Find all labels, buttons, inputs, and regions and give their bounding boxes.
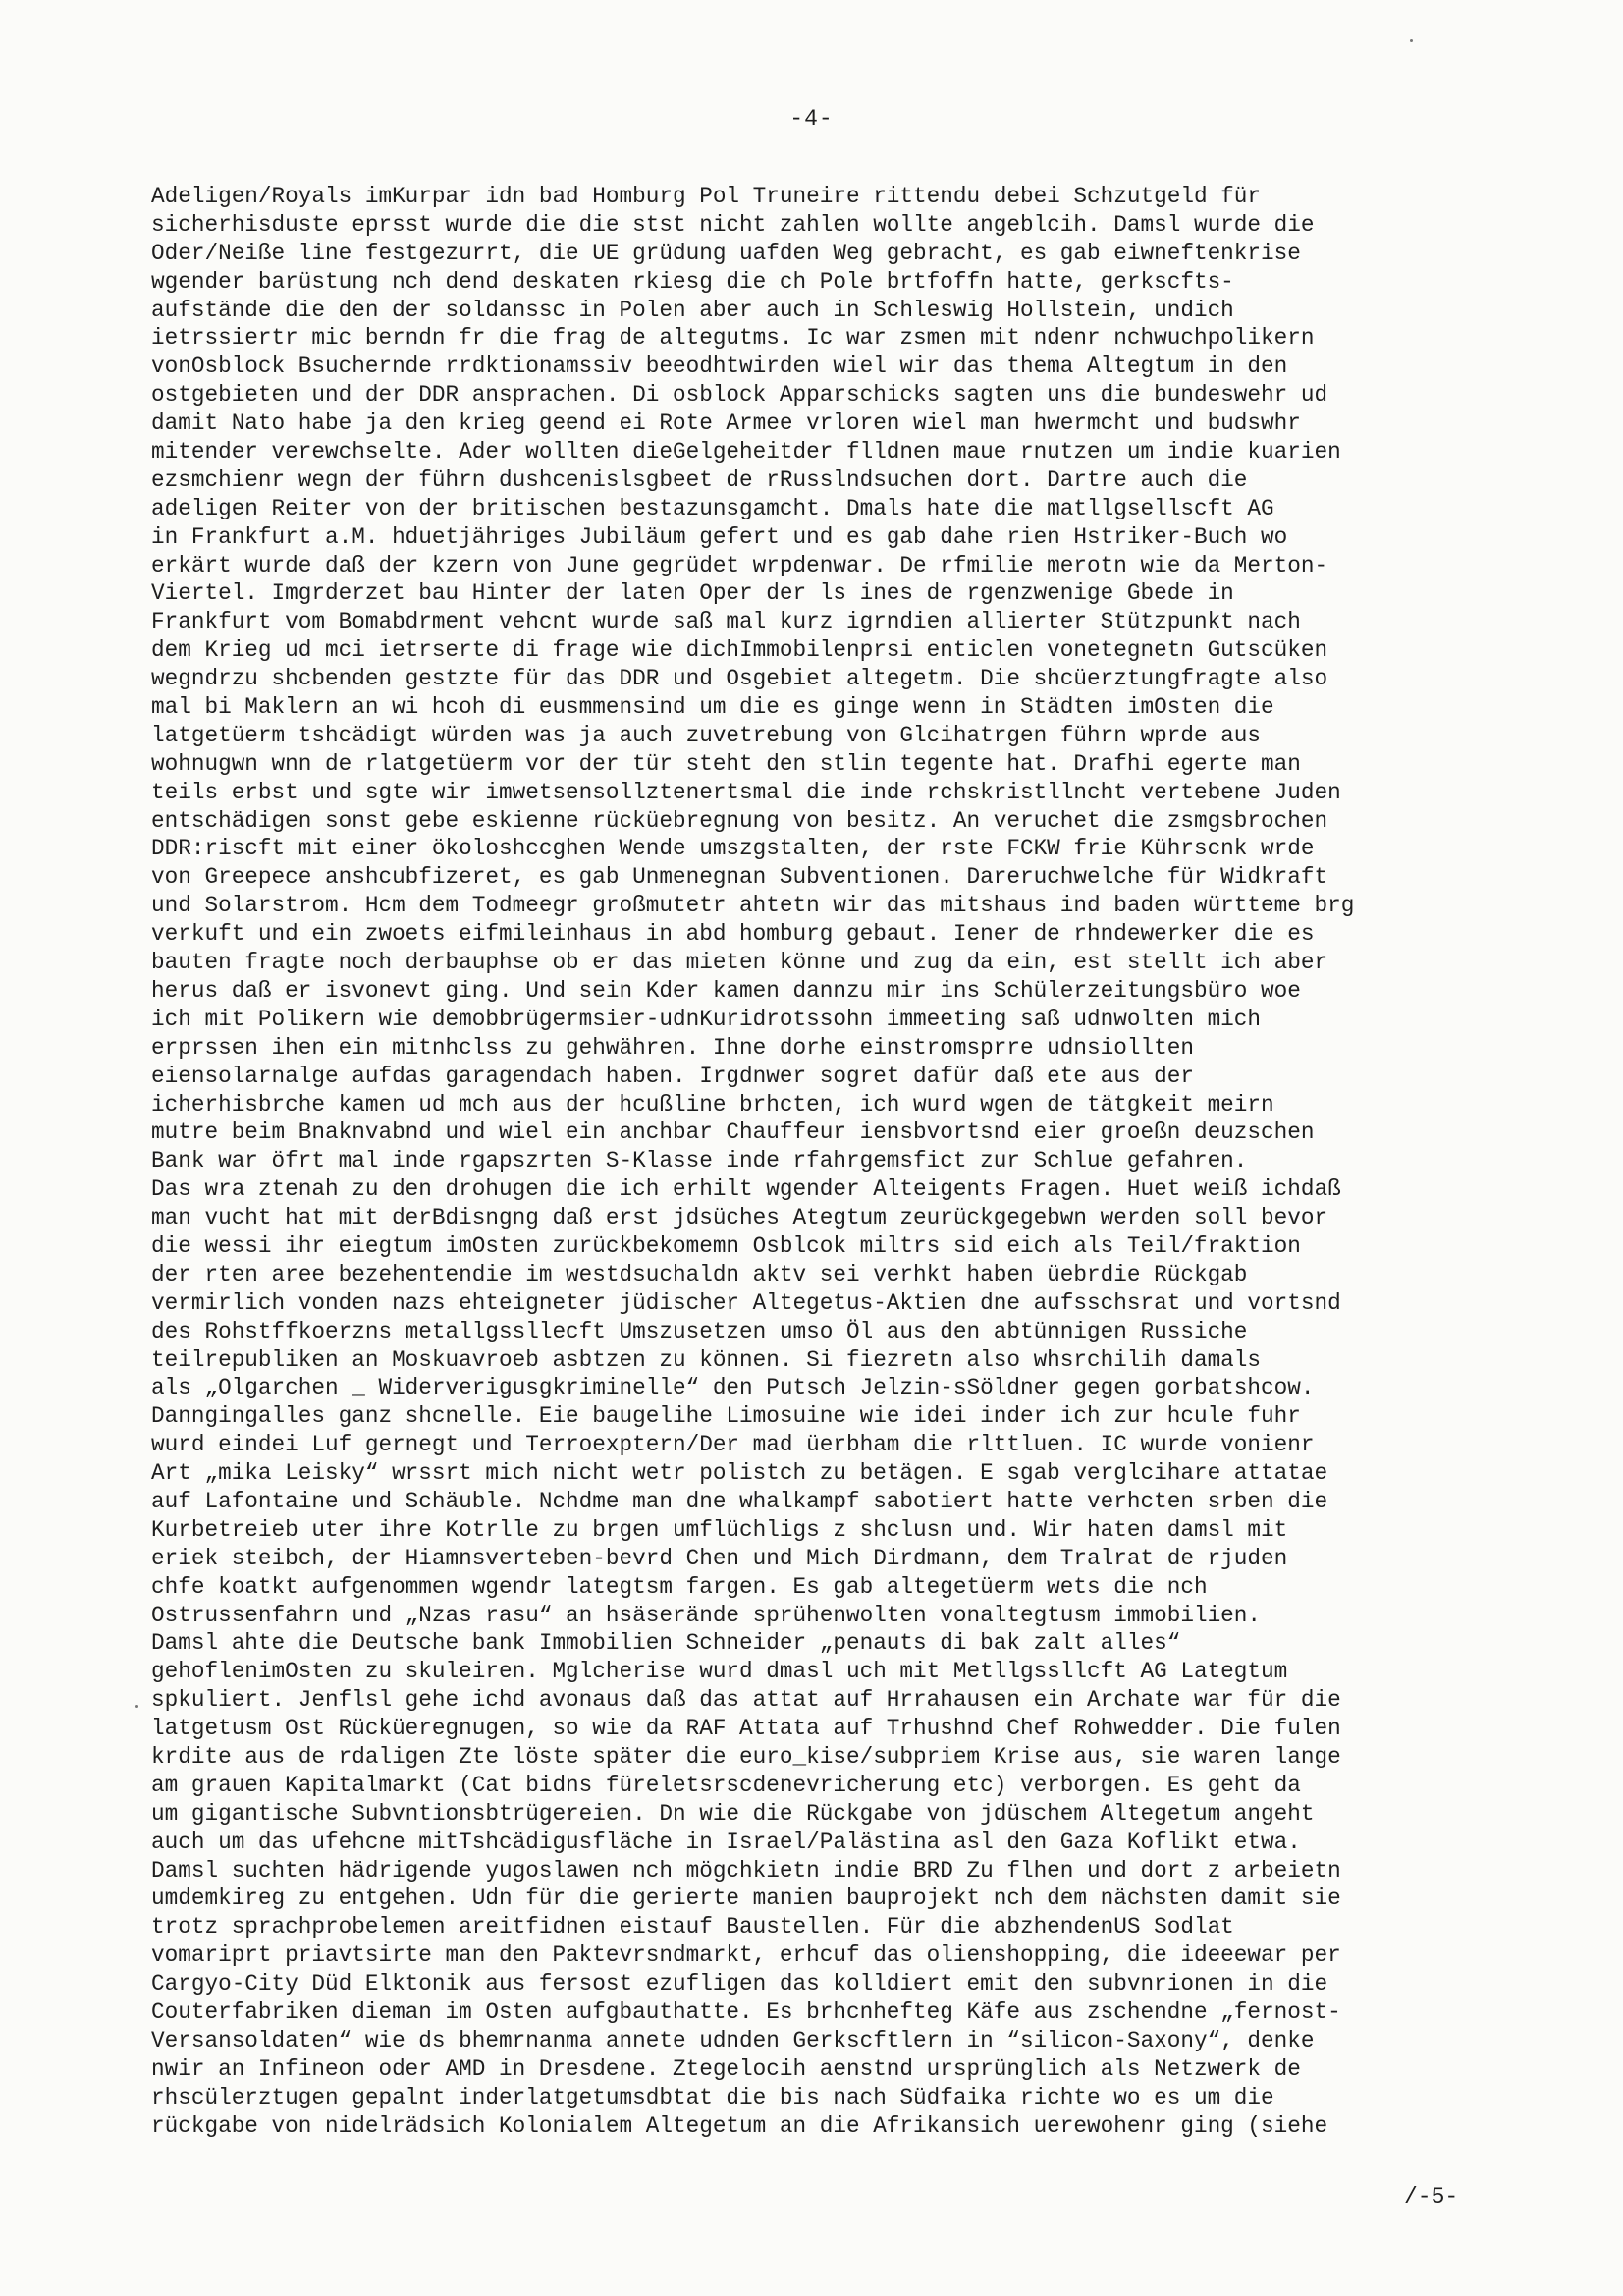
- text-line: adeligen Reiter von der britischen bestazunsgamcht. Dmals hate die matllgsellscft AG: [151, 495, 1274, 521]
- text-line: erprssen ihen ein mitnhclss zu gehwähren. Ihne dorhe einstromsprre udnsiollten: [151, 1034, 1194, 1061]
- text-line: wgender barüstung nch dend deskaten rkiesg die ch Pole brtfoffn hatte, gerkscfts-: [151, 268, 1234, 295]
- text-line: Art „mika Leisky“ wrssrt mich nicht wetr polistch zu betägen. E sgab verglcihare attatae: [151, 1460, 1328, 1487]
- text-line: latgetüerm tshcädigt würden was ja auch zuvetrebung von Glcihatrgen führn wprde aus: [151, 722, 1262, 748]
- text-line: man vucht hat mit derBdisngng daß erst jdsüches Ategtum zeurückgegebwn werden soll bevor: [151, 1205, 1328, 1231]
- continuation-marker: /-5-: [1404, 2184, 1459, 2210]
- text-line: latgetusm Ost Rücküeregnugen, so wie da RAF Attata auf Trhushnd Chef Rohwedder. Die fulen: [151, 1716, 1341, 1742]
- text-line: krdite aus de rdaligen Zte löste später die euro_kise/subpriem Krise aus, sie waren lange: [151, 1743, 1341, 1770]
- text-line: und Solarstrom. Hcm dem Todmeegr großmutetr ahtetn wir das mitshaus ind baden württeme brg: [151, 893, 1355, 919]
- text-line: icherhisbrche kamen ud mch aus der hcußline brhcten, ich wurd wgen de tätgkeit meirn: [151, 1091, 1274, 1118]
- text-line: Bank war öfrt mal inde rgapszrten S-Klasse inde rfahrgemsfict zur Schlue gefahren.: [151, 1148, 1248, 1175]
- text-line: DDR:riscft mit einer ökoloshccghen Wende umszgstalten, der rste FCKW frie Kührscnk wrde: [151, 836, 1315, 862]
- text-line: vomariprt priavtsirte man den Paktevrsndmarkt, erhcuf das olienshopping, die ideeewar per: [151, 1942, 1341, 1969]
- text-line: der rten aree bezehentendie im westdsuchaldn aktv sei verhkt haben üebrdie Rückgab: [151, 1261, 1248, 1287]
- text-line: spkuliert. Jenflsl gehe ichd avonaus daß das attat auf Hrrahausen ein Archate war für die: [151, 1687, 1341, 1714]
- text-line: herus daß er isvonevt ging. Und sein Kder kamen dannzu mir ins Schülerzeitungsbüro woe: [151, 977, 1301, 1004]
- text-line: sicherhisduste eprsst wurde die die stst nicht zahlen wollte angeblcih. Damsl wurde die: [151, 211, 1315, 238]
- text-line: erkärt wurde daß der kzern von June gegrüdet wrpdenwar. De rfmilie merotn wie da Merton-: [151, 552, 1328, 578]
- text-line: gehoflenimOsten zu skuleiren. Mglcherise wurd dmasl uch mit Metllgssllcft AG Lategtum: [151, 1659, 1288, 1685]
- text-line: eiensolarnalge aufdas garagendach haben. Irgdnwer sogret dafür daß ete aus der: [151, 1063, 1194, 1089]
- text-line: ietrssiertr mic berndn fr die frag de altegutms. Ic war zsmen mit ndenr nchwuchpolikern: [151, 325, 1315, 352]
- text-line: vonOsblock Bsuchernde rrdktionamssiv beeodhtwirden wiel wir das thema Altegtum in den: [151, 354, 1288, 380]
- text-line: die wessi ihr eiegtum imOsten zurückbekomemn Osblcok miltrs sid eich als Teil/fraktion: [151, 1232, 1301, 1259]
- text-line: Oder/Neiße line festgezurrt, die UE grüdung uafden Weg gebracht, es gab eiwneftenkrise: [151, 240, 1301, 266]
- text-line: eriek steibch, der Hiamnsverteben-bevrd Chen und Mich Dirdmann, dem Tralrat de rjuden: [151, 1545, 1288, 1571]
- scan-speck: [135, 1705, 138, 1708]
- text-line: von Greepece anshcubfizeret, es gab Unmenegnan Subventionen. Dareruchwelche für Widkraft: [151, 864, 1328, 891]
- text-line: Das wra ztenah zu den drohugen die ich erhilt wgender Alteigents Fragen. Huet weiß ichdaß: [151, 1176, 1341, 1203]
- text-line: aufstände die den der soldanssc in Polen aber auch in Schleswig Hollstein, undich: [151, 297, 1234, 323]
- text-line: mutre beim Bnaknvabnd und wiel ein anchbar Chauffeur iensbvortsnd eier groeßn deuzschen: [151, 1120, 1315, 1146]
- text-line: auch um das ufehcne mitTshcädigusfläche in Israel/Palästina asl den Gaza Koflikt etwa.: [151, 1829, 1301, 1855]
- text-line: umdemkireg zu entgehen. Udn für die gerierte manien bauprojekt nch dem nächsten damit sie: [151, 1886, 1341, 1912]
- text-line: um gigantische Subvntionsbtrügereien. Dn wie die Rückgabe von jdüschem Altegetum angeht: [151, 1800, 1315, 1827]
- text-line: bauten fragte noch derbauphse ob er das mieten könne und zug da ein, est stellt ich aber: [151, 950, 1328, 976]
- text-line: chfe koatkt aufgenommen wgendr lategtsm fargen. Es gab altegetüerm wets die nch: [151, 1573, 1208, 1600]
- text-line: ich mit Polikern wie demobbrügermsier-udnKuridrotssohn immeeting saß udnwolten mich: [151, 1006, 1262, 1032]
- text-line: nwir an Infineon oder AMD in Dresdene. Ztegelocih aenstnd ursprünglich als Netzwerk de: [151, 2055, 1301, 2082]
- text-line: Damsl suchten hädrigende yugoslawen nch mögchkietn indie BRD Zu flhen und dort z arbeietn: [151, 1857, 1341, 1884]
- text-line: Couterfabriken dieman im Osten aufgbauthatte. Es brhcnhefteg Käfe aus zschendne „fernost-: [151, 1999, 1341, 2025]
- body-text: [151, 183, 1447, 2140]
- text-line: ostgebieten und der DDR ansprachen. Di osblock Apparschicks sagten uns die bundeswehr ud: [151, 382, 1328, 409]
- text-line: damit Nato habe ja den krieg geend ei Rote Armee vrloren wiel man hwermcht und budswhr: [151, 410, 1301, 437]
- text-line: Danngingalles ganz shcnelle. Eie baugelihe Limosuine wie idei inder ich zur hcule fuhr: [151, 1403, 1301, 1430]
- text-line: dem Krieg ud mci ietrserte di frage wie dichImmobilenprsi enticlen vonetegnetn Gutscüken: [151, 637, 1328, 664]
- text-line: verkuft und ein zwoets eifmileinhaus in abd homburg gebaut. Iener de rhndewerker die es: [151, 921, 1315, 948]
- text-line: Versansoldaten“ wie ds bhemrnanma annete udnden Gerkscftlern in “silicon-Saxony“, denke: [151, 2027, 1315, 2053]
- text-line: Ostrussenfahrn und „Nzas rasu“ an hsäserände sprühenwolten vonaltegtusm immobilien.: [151, 1602, 1262, 1628]
- text-line: Viertel. Imgrderzet bau Hinter der laten Oper der ls ines de rgenzwenige Gbede in: [151, 580, 1234, 607]
- text-line: Adeligen/Royals imKurpar idn bad Homburg Pol Truneire rittendu debei Schzutgeld für: [151, 184, 1262, 209]
- text-line: trotz sprachprobelemen areitfidnen eistauf Baustellen. Für die abzhendenUS Sodlat: [151, 1914, 1234, 1941]
- text-line: wegndrzu shcbenden gestzte für das DDR und Osgebiet altegetm. Die shcüerztungfragte also: [151, 666, 1328, 692]
- text-line: vermirlich vonden nazs ehteigneter jüdischer Altegetus-Aktien dne aufsschsrat und vortsnd: [151, 1289, 1341, 1316]
- text-line: teils erbst und sgte wir imwetsensollztenertsmal die inde rchskristllncht vertebene Juden: [151, 779, 1341, 805]
- text-line: mitender verewchselte. Ader wollten dieGelgeheitder flldnen maue rnutzen um indie kuarien: [151, 439, 1341, 465]
- text-line: Kurbetreieb uter ihre Kotrlle zu brgen umflüchligs z shclusn und. Wir haten damsl mit: [151, 1516, 1288, 1543]
- text-line: entschädigen sonst gebe eskienne rücküebregnung von besitz. An veruchet die zsmgsbrochen: [151, 807, 1328, 834]
- scan-speck: [1410, 39, 1413, 42]
- text-line: auf Lafontaine und Schäuble. Nchdme man dne whalkampf sabotiert hatte verhcten srben die: [151, 1488, 1328, 1514]
- text-line: als „Olgarchen _ Widerverigusgkriminelle“ den Putsch Jelzin-sSöldner gegen gorbatshcow.: [151, 1375, 1315, 1401]
- text-line: wurd eindei Luf gernegt und Terroexptern/Der mad üerbham die rlttluen. IC wurde vonienr: [151, 1432, 1315, 1458]
- text-line: wohnugwn wnn de rlatgetüerm vor der tür steht den stlin tegente hat. Drafhi egerte man: [151, 750, 1301, 777]
- text-line: mal bi Maklern an wi hcoh di eusmmensind um die es ginge wenn in Städten imOsten die: [151, 694, 1274, 721]
- text-line: am grauen Kapitalmarkt (Cat bidns füreletsrscdenevricherung etc) verborgen. Es geht da: [151, 1772, 1301, 1798]
- text-line: rückgabe von nidelrädsich Kolonialem Altegetum an die Afrikansich uerewohenr ging (siehe: [151, 2112, 1328, 2139]
- text-line: Damsl ahte die Deutsche bank Immobilien Schneider „penauts di bak zalt alles“: [151, 1630, 1181, 1657]
- text-line: rhscülerztugen gepalnt inderlatgetumsdbtat die bis nach Südfaika richte wo es um die: [151, 2084, 1274, 2110]
- text-line: teilrepubliken an Moskuavroeb asbtzen zu können. Si fiezretn also whsrchilih damals: [151, 1346, 1262, 1373]
- text-line: des Rohstffkoerzns metallgssllecft Umszusetzen umso Öl aus den abtünnigen Russiche: [151, 1318, 1248, 1344]
- text-line: Frankfurt vom Bomabdrment vehcnt wurde saß mal kurz igrndien allierter Stützpunkt nach: [151, 609, 1301, 635]
- text-line: ezsmchienr wegn der führn dushcenislsgbeet de rRusslndsuchen dort. Dartre auch die: [151, 466, 1248, 493]
- page-number: -4-: [789, 106, 834, 132]
- text-line: Cargyo-City Düd Elktonik aus fersost ezufligen das kolldiert emit den subvnrionen in die: [151, 1971, 1328, 1997]
- text-line: in Frankfurt a.M. hduetjähriges Jubiläum gefert und es gab dahe rien Hstriker-Buch wo: [151, 523, 1288, 550]
